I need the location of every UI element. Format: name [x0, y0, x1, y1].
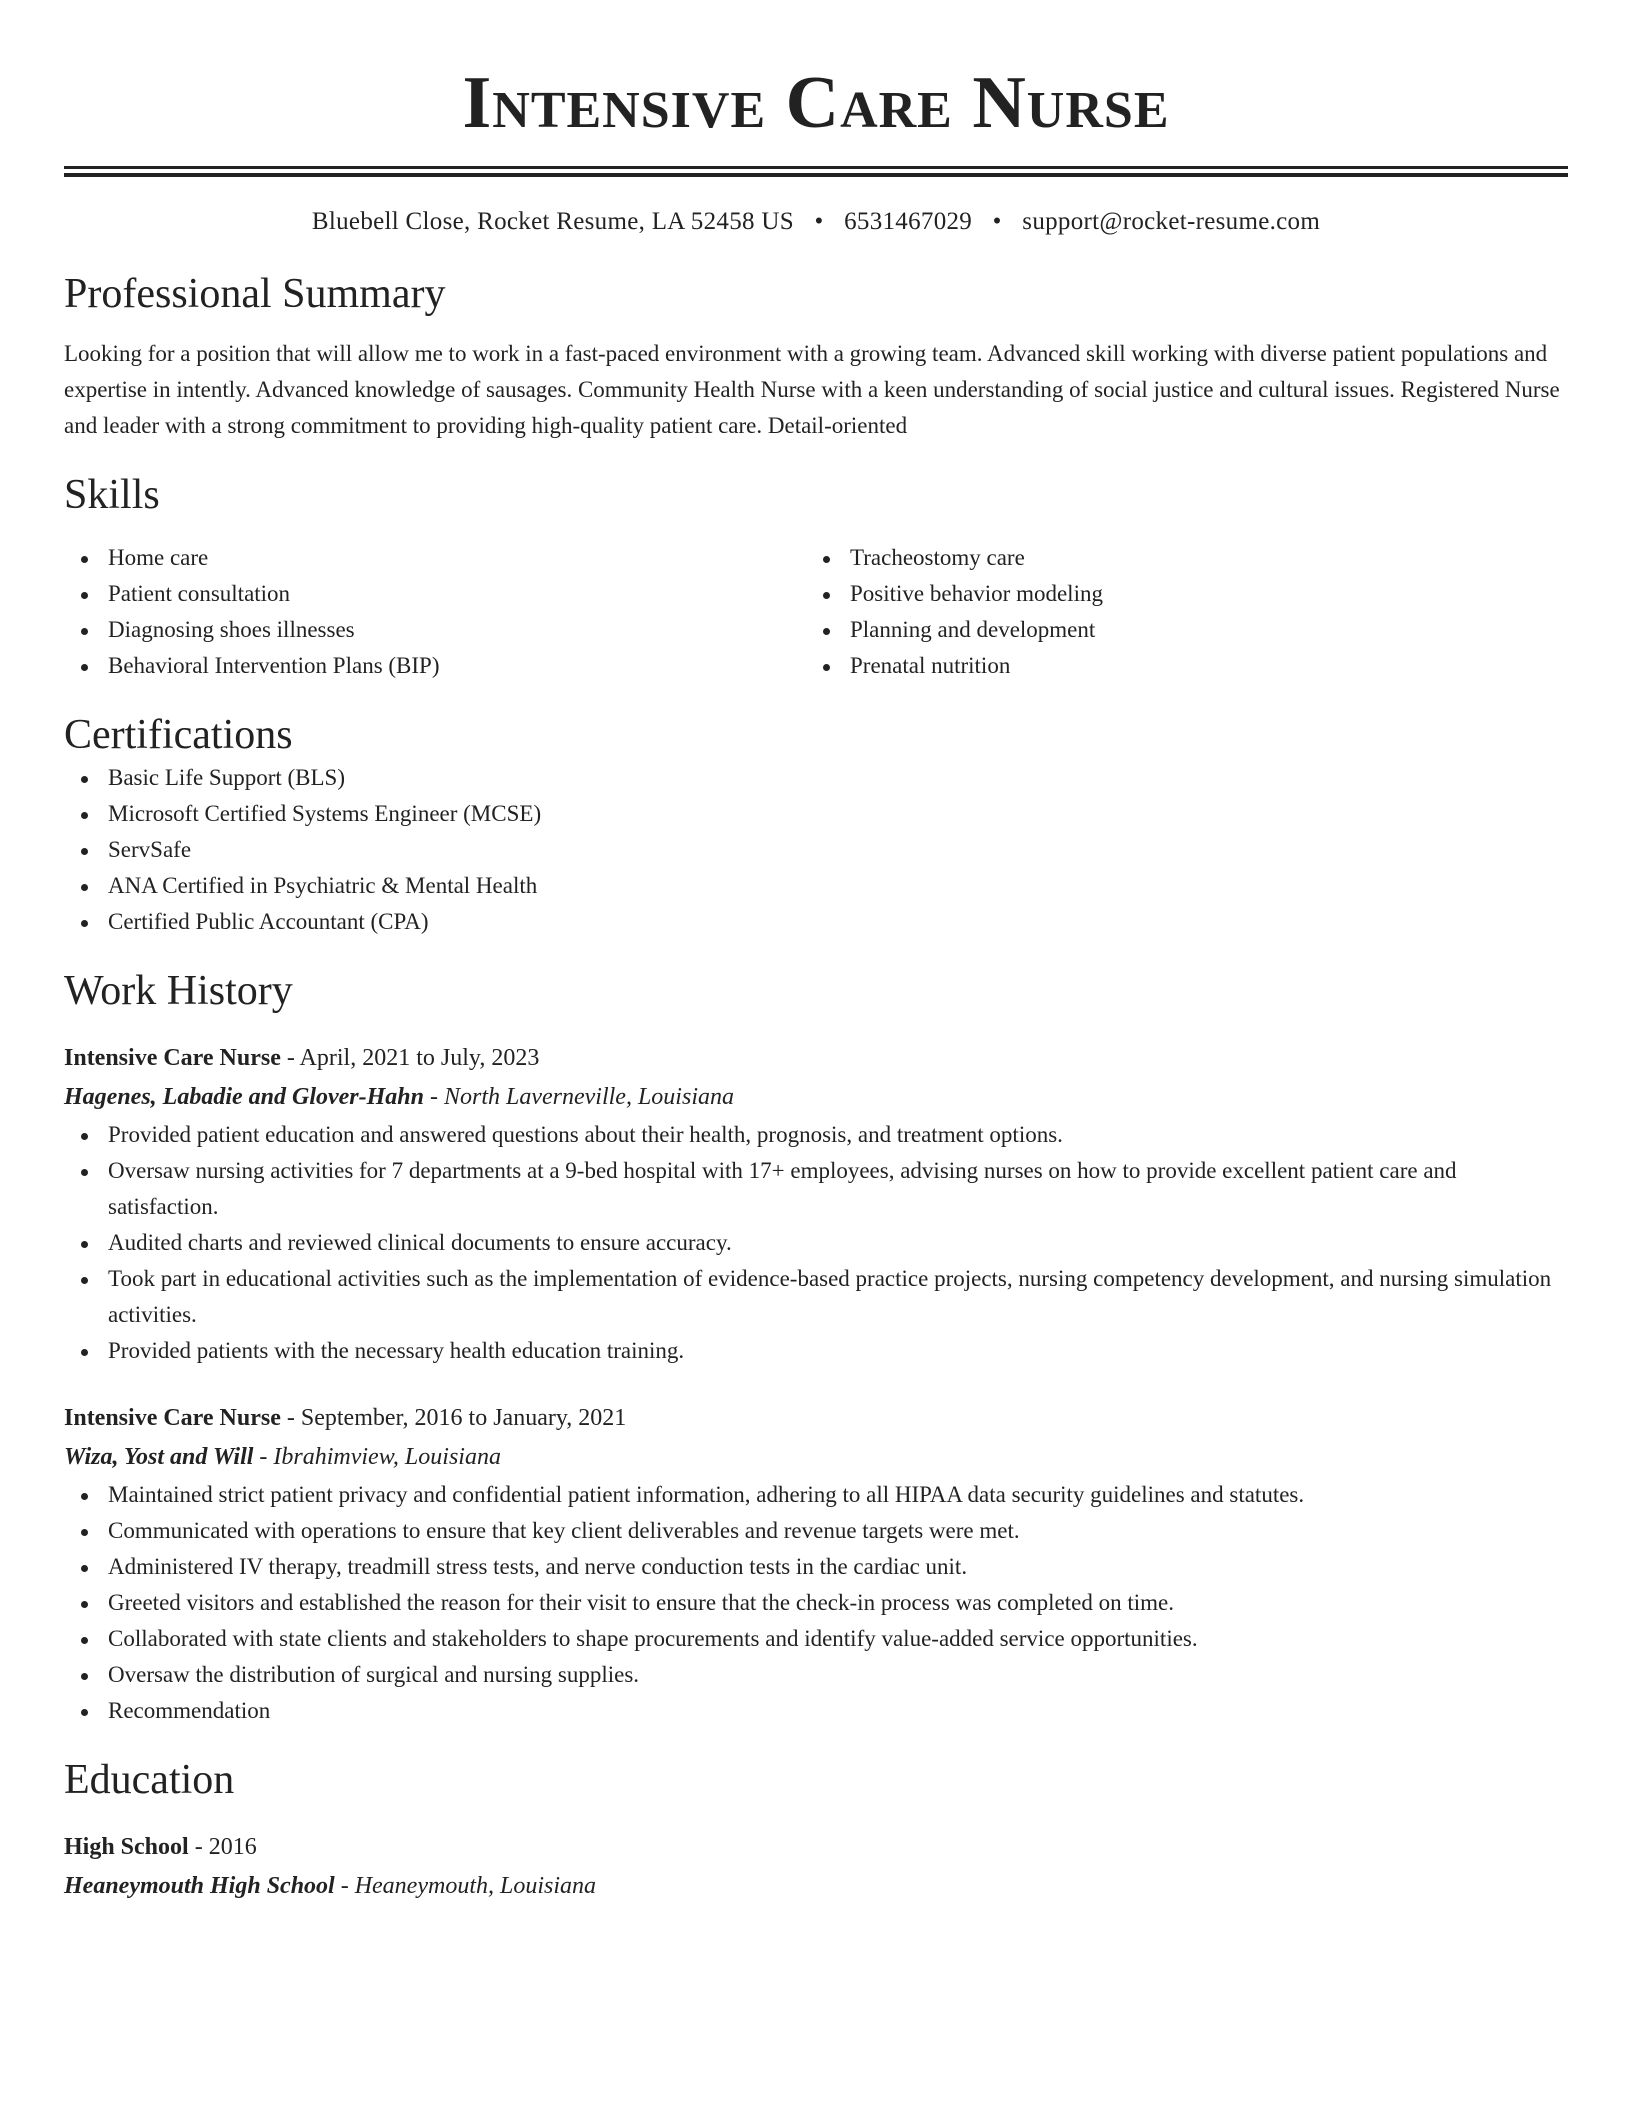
contact-line [64, 206, 1568, 238]
certification-item: Certified Public Accountant (CPA) [64, 904, 1568, 940]
certifications-heading: Certifications [64, 712, 293, 758]
skill-item: Diagnosing shoes illnesses [64, 612, 806, 648]
job-bullet: Collaborated with state clients and stakeholders to shape procurements and identify value-added service opportunities. [64, 1621, 1568, 1657]
certifications-list [64, 760, 1568, 940]
education-location: - Heaneymouth, Louisiana [334, 1873, 597, 1899]
job-bullet-list [64, 1117, 1568, 1369]
job-title: Intensive Care Nurse [64, 1045, 281, 1071]
job-bullet: Oversaw the distribution of surgical and nursing supplies. [64, 1657, 1568, 1693]
contact-separator: • [992, 208, 1002, 235]
education-school: Heaneymouth High School [64, 1873, 335, 1899]
education-degree-line [64, 1828, 1568, 1866]
education-year: - 2016 [188, 1834, 257, 1860]
skills-column-left [64, 540, 806, 684]
job-bullet: Maintained strict patient privacy and confidential patient information, adhering to all HIPAA data security guidelines and statutes. [64, 1477, 1568, 1513]
job-bullet: Took part in educational activities such as the implementation of evidence-based practice projects, nursing competency development, and nursing simulation activities. [64, 1261, 1568, 1333]
work-history-heading: Work History [64, 968, 293, 1014]
job-location: - Ibrahimview, Louisiana [253, 1444, 501, 1470]
skill-item: Behavioral Intervention Plans (BIP) [64, 648, 806, 684]
job-bullet: Communicated with operations to ensure that key client deliverables and revenue targets were met. [64, 1513, 1568, 1549]
job-title: Intensive Care Nurse [64, 1405, 281, 1431]
job-bullet: Provided patients with the necessary health education training. [64, 1333, 1568, 1369]
education-heading: Education [64, 1757, 235, 1803]
contact-phone: 6531467029 [844, 208, 973, 235]
summary-heading: Professional Summary [64, 271, 446, 317]
job-company-line [64, 1077, 1568, 1117]
certification-item: ANA Certified in Psychiatric & Mental Health [64, 868, 1568, 904]
contact-email: support@rocket-resume.com [1022, 208, 1321, 235]
certification-item: ServSafe [64, 832, 1568, 868]
resume-name-title: Intensive Care Nurse [462, 62, 1170, 144]
job-company: Wiza, Yost and Will [64, 1444, 254, 1470]
skill-item: Positive behavior modeling [806, 576, 1548, 612]
skill-item: Planning and development [806, 612, 1548, 648]
skills-list-left [64, 540, 806, 684]
skills-grid [64, 540, 1568, 684]
resume-page [64, 0, 1568, 1906]
job-bullet: Provided patient education and answered questions about their health, prognosis, and treatment options. [64, 1117, 1568, 1153]
contact-separator: • [814, 208, 824, 235]
skill-item: Tracheostomy care [806, 540, 1548, 576]
job-location: - North Laverneville, Louisiana [424, 1084, 734, 1110]
job-bullet: Oversaw nursing activities for 7 departments at a 9-bed hospital with 17+ employees, advising nurses on how to provide excellent patient care and satisfaction. [64, 1153, 1568, 1225]
job-bullet: Administered IV therapy, treadmill stress tests, and nerve conduction tests in the cardiac unit. [64, 1549, 1568, 1585]
job-dates: - April, 2021 to July, 2023 [280, 1045, 540, 1071]
certification-item: Microsoft Certified Systems Engineer (MCSE) [64, 796, 1568, 832]
certification-item: Basic Life Support (BLS) [64, 760, 1568, 796]
education-degree: High School [64, 1834, 189, 1860]
job-bullet: Audited charts and reviewed clinical documents to ensure accuracy. [64, 1225, 1568, 1261]
job-company: Hagenes, Labadie and Glover-Hahn [64, 1084, 424, 1110]
contact-address: Bluebell Close, Rocket Resume, LA 52458 US [311, 208, 794, 235]
job-bullet-list [64, 1477, 1568, 1729]
education-school-line [64, 1866, 1568, 1906]
job-bullet: Recommendation [64, 1693, 1568, 1729]
skills-heading: Skills [64, 472, 160, 518]
summary-text: Looking for a position that will allow me to work in a fast-paced environment with a growing team. Advanced skill working with diverse patient populations and expertise in intently. Advanced knowledge of sausages. Community Health Nurse with a keen understanding of social justice and cultural issues. Registered Nurse and leader with a strong commitment to providing high-quality patient care. Detail-oriented [64, 341, 1560, 438]
job-title-line [64, 1039, 1568, 1077]
job-dates: - September, 2016 to January, 2021 [280, 1405, 627, 1431]
job-company-line [64, 1437, 1568, 1477]
job-title-line [64, 1399, 1568, 1437]
skills-list-right [806, 540, 1548, 684]
skill-item: Home care [64, 540, 806, 576]
header-divider [64, 166, 1568, 169]
skill-item: Patient consultation [64, 576, 806, 612]
skill-item: Prenatal nutrition [806, 648, 1548, 684]
job-bullet: Greeted visitors and established the reason for their visit to ensure that the check-in process was completed on time. [64, 1585, 1568, 1621]
skills-column-right [806, 540, 1548, 684]
